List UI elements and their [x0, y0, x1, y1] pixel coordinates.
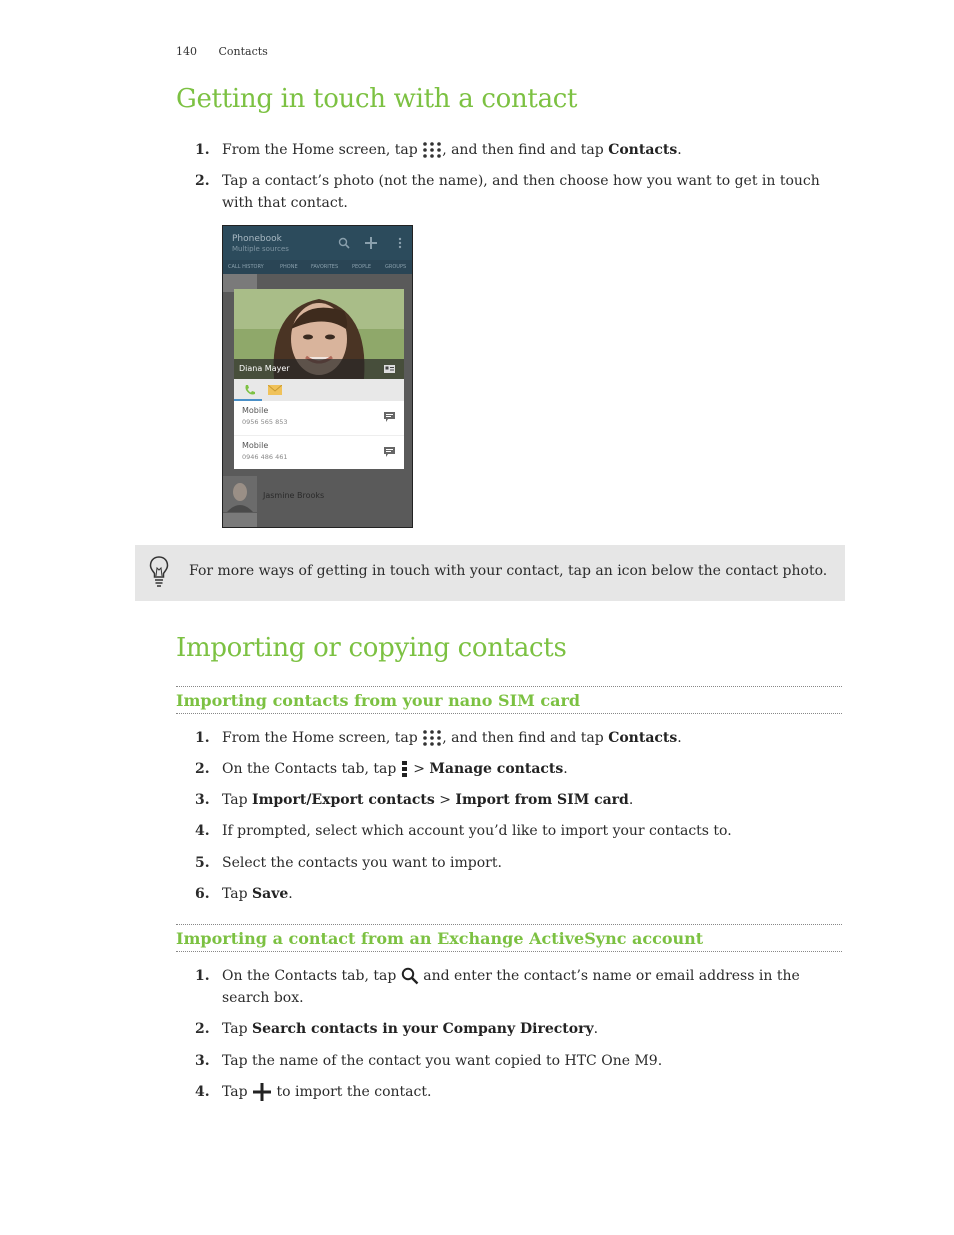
step: 6. Tap Save.: [195, 886, 293, 902]
list-item-name: Jasmine Brooks: [263, 491, 325, 500]
list-avatar: [223, 476, 257, 512]
search-icon: [338, 237, 350, 249]
lightbulb-icon: [149, 556, 169, 588]
steps-import-exchange: [195, 965, 847, 1103]
overflow-menu-icon: [398, 237, 402, 249]
step: 4. Tap to import the contact.: [195, 1084, 432, 1100]
phone-title: Phonebook: [232, 234, 282, 244]
step: 2. On the Contacts tab, tap > Manage contacts.: [195, 761, 568, 777]
phone-tab: CALL HISTORY: [228, 264, 264, 270]
phone-tabs: [223, 260, 412, 274]
step: 1. On the Contacts tab, tap and enter the contact’s name or email address in the search box.: [195, 968, 800, 1006]
step: 2. Tap Search contacts in your Company Directory.: [195, 1021, 599, 1037]
list-avatar: [223, 513, 257, 527]
steps-import-sim: [195, 727, 847, 905]
contact-number-row[interactable]: Mobile 0946 486 461: [234, 435, 404, 469]
step: 1. From the Home screen, tap , and then find and tap Contacts.: [195, 730, 682, 746]
message-icon[interactable]: [384, 447, 395, 457]
page-header: [176, 45, 286, 58]
section-title-importing: Importing or copying contacts: [176, 633, 567, 663]
step: 5. Select the contacts you want to import.: [195, 855, 502, 871]
divider: [176, 951, 842, 952]
divider: [176, 924, 842, 925]
apps-grid-icon: [422, 141, 442, 159]
contacts-screenshot: [222, 225, 413, 528]
person-photo-icon: [223, 476, 257, 512]
overflow-menu-icon: [401, 760, 409, 778]
steps-getting-in-touch: [195, 139, 847, 214]
phone-tab: GROUPS: [385, 264, 407, 270]
step: 3. Tap the name of the contact you want copied to HTC One M9.: [195, 1053, 663, 1069]
step: 1. From the Home screen, tap , and then find and tap Contacts.: [195, 142, 682, 158]
subsection-title-exchange: Importing a contact from an Exchange ActiveSync account: [176, 929, 704, 948]
step: 4. If prompted, select which account you’d like to import your contacts to.: [195, 823, 732, 839]
phone-tab: PHONE: [280, 264, 298, 270]
tip-box: [135, 545, 845, 601]
search-icon: [401, 967, 419, 985]
message-icon[interactable]: [384, 412, 395, 422]
contact-name-bar: [234, 359, 404, 379]
mail-icon[interactable]: [268, 385, 282, 395]
section-name: Contacts: [218, 45, 268, 58]
add-icon: [252, 1082, 272, 1102]
phone-icon[interactable]: [244, 384, 256, 396]
subsection-title-sim: Importing contacts from your nano SIM card: [176, 691, 581, 710]
contact-number-row[interactable]: Mobile 0956 565 853: [234, 401, 404, 434]
phone-tab: FAVORITES: [311, 264, 339, 270]
contact-card: [234, 289, 404, 469]
add-icon: [365, 237, 377, 249]
tip-text: For more ways of getting in touch with your contact, tap an icon below the contact photo.: [189, 563, 828, 579]
phone-subtitle: Multiple sources: [232, 245, 289, 253]
apps-grid-icon: [422, 729, 442, 747]
step: 3. Tap Import/Export contacts > Import from SIM card.: [195, 792, 634, 808]
contact-action-icons: [234, 379, 404, 401]
divider: [176, 686, 842, 687]
contact-name: Diana Mayer: [239, 364, 290, 373]
phone-tab: PEOPLE: [352, 264, 372, 270]
step: 2. Tap a contact’s photo (not the name), and then choose how you want to get in touch with that contact.: [195, 173, 820, 211]
divider: [176, 713, 842, 714]
page-number: 140: [176, 45, 197, 58]
contact-card-icon: [384, 365, 395, 373]
section-title-getting-in-touch: Getting in touch with a contact: [176, 84, 578, 114]
phone-app-bar: [223, 226, 412, 260]
